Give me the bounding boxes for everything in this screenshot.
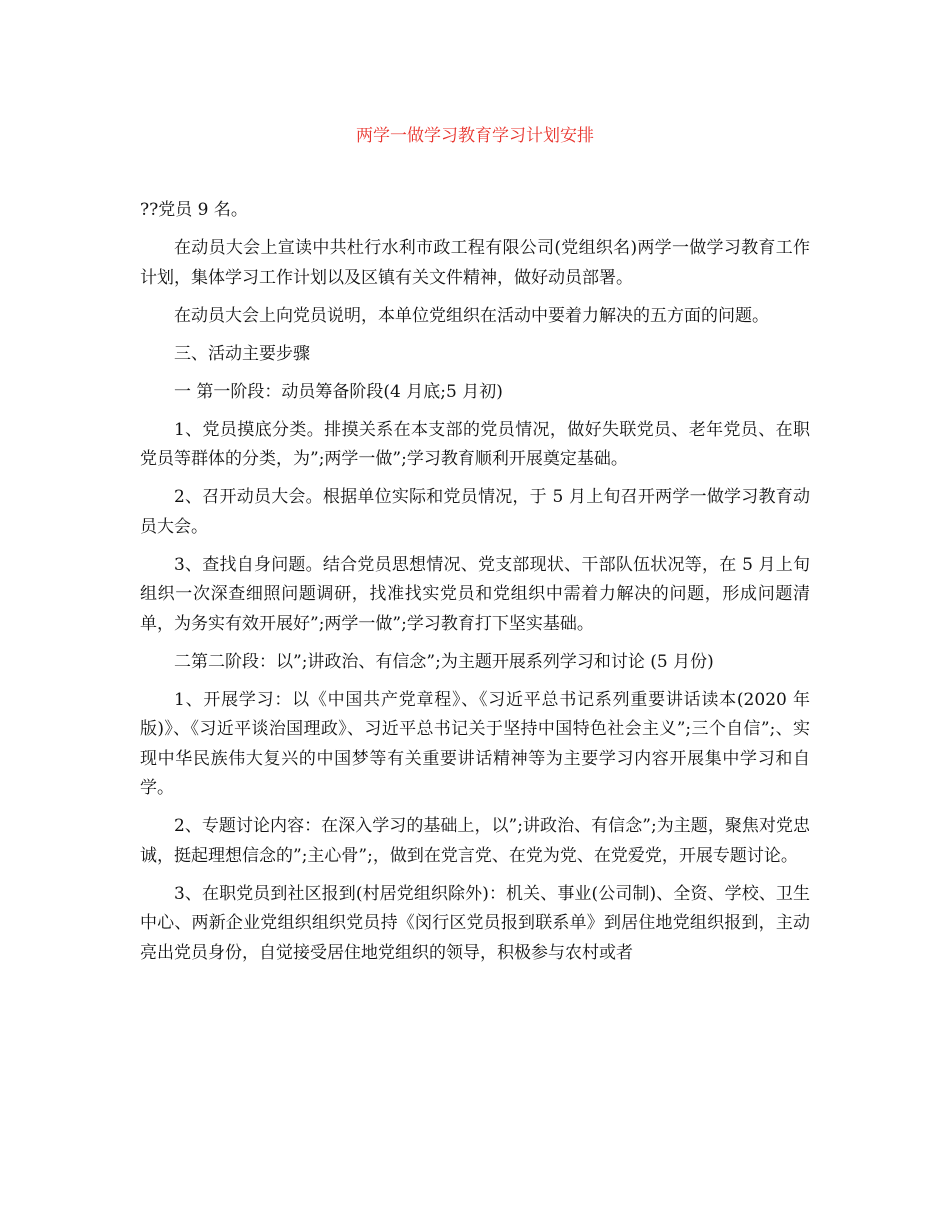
stage-heading-two: 二第二阶段：以”;讲政治、有信念”;为主题开展系列学习和讨论 (5 月份) — [174, 651, 714, 672]
document-title: 两学一做学习教育学习计划安排 — [356, 126, 594, 146]
paragraph-mobilization-meeting: 2、召开动员大会。根据单位实际和党员情况，于 5 月上旬召开两学一做学习教育动员大会。 — [140, 487, 810, 537]
paragraph-party-member-count: ??党员 9 名。 — [140, 200, 248, 220]
paragraph-member-classification: 1、党员摸底分类。排摸关系在本支部的党员情况，做好失联党员、老年党员、在职党员等群体的分类，为”;两学一做”;学习教育顺利开展奠定基础。 — [140, 419, 810, 469]
paragraph-study-content: 1、开展学习：以《中国共产党章程》、《习近平总书记系列重要讲话读本(2020 年版)》、《习近平谈治国理政》、习近平总书记关于坚持中国特色社会主义”;三个自信”;、实现中华民族伟大复兴的中国梦等有关重要讲话精神等为主要学习内容开展集中学习和自学。 — [140, 689, 810, 798]
document-body — [140, 196, 810, 977]
section-heading-main-steps: 三、活动主要步骤 — [174, 343, 310, 364]
stage-heading-one: 一 第一阶段：动员筹备阶段(4 月底;5 月初) — [174, 381, 503, 402]
paragraph-mobilization-reading: 在动员大会上宣读中共杜行水利市政工程有限公司(党组织名)两学一做学习教育工作计划，集体学习工作计划以及区镇有关文件精神，做好动员部署。 — [140, 238, 810, 288]
paragraph-topic-discussion: 2、专题讨论内容：在深入学习的基础上，以”;讲政治、有信念”;为主题，聚焦对党忠诚，挺起理想信念的”;主心骨”;，做到在党言党、在党为党、在党爱党，开展专题讨论。 — [140, 816, 810, 866]
paragraph-community-registration: 3、在职党员到社区报到(村居党组织除外)：机关、事业(公司制)、全资、学校、卫生中心、两新企业党组织组织党员持《闵行区党员报到联系单》到居住地党组织报到，主动亮出党员身份，自觉接受居住地党组织的领导，积极参与农村或者 — [140, 883, 810, 963]
paragraph-mobilization-explain: 在动员大会上向党员说明，本单位党组织在活动中要着力解决的五方面的问题。 — [174, 305, 769, 326]
paragraph-find-problems: 3、查找自身问题。结合党员思想情况、党支部现状、干部队伍状况等，在 5 月上旬组织一次深查细照问题调研，找准找实党员和党组织中需着力解决的问题，形成问题清单，为务实有效开展好”;两学一做”;学习教育打下坚实基础。 — [140, 554, 810, 634]
